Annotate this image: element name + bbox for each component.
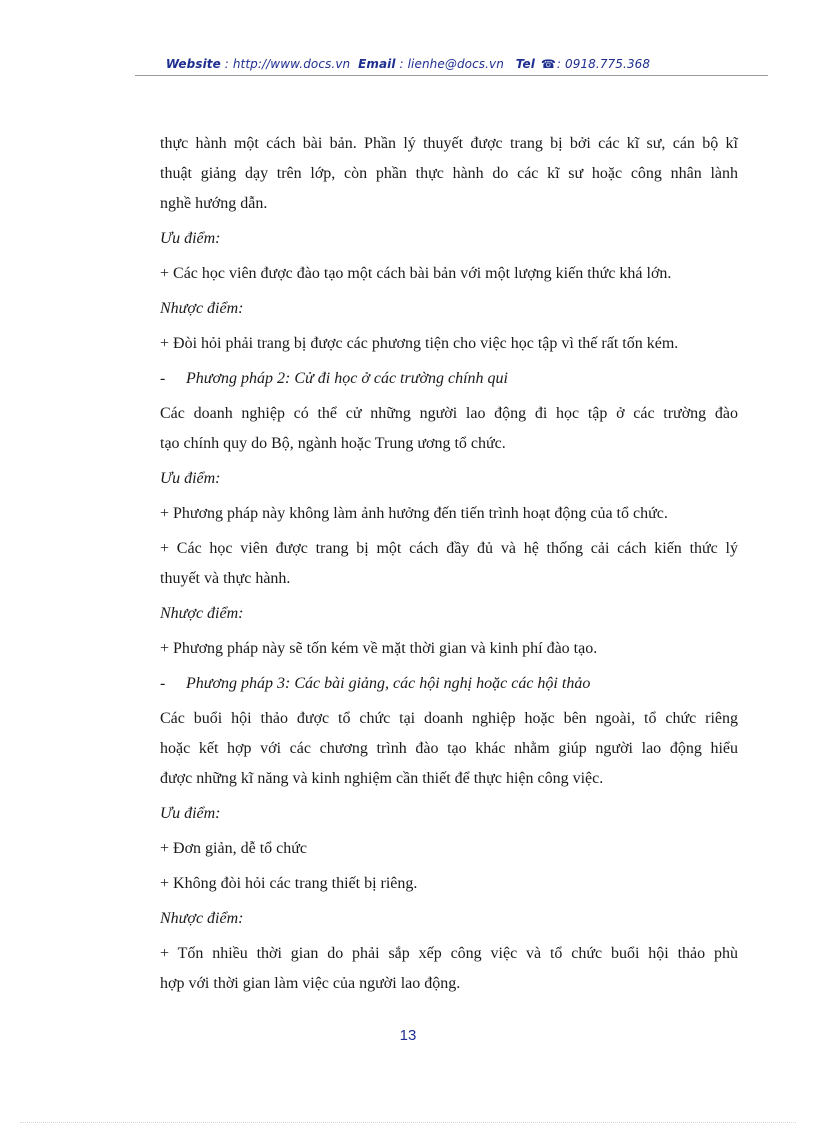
list-dash: - [160,675,166,692]
phone-icon: ☎ [540,57,556,71]
text-line: hoặc kết hợp với các chương trình đào tạo khác nhằm giúp người lao động hiểu [160,740,738,757]
paragraph-method3 [160,704,738,794]
document-body [160,129,738,999]
tel-number: 0918.775.368 [564,57,651,71]
disadvantage-item [160,939,738,999]
text-line: được những kĩ năng và kinh nghiệm cần thiết để thực hiện công việc. [160,770,604,787]
header-divider [135,75,768,76]
page-number: 13 [399,1027,417,1044]
advantage-item: + Các học viên được đào tạo một cách bài bản với một lượng kiến thức khá lớn. [160,265,672,282]
advantage-item: + Đơn giản, dễ tổ chức [160,840,308,857]
tel-separator: : [556,57,565,71]
website-url[interactable]: http://www.docs.vn [232,57,351,71]
email-address[interactable]: lienhe@docs.vn [407,57,504,71]
disadvantages-label: Nhược điểm: [160,605,244,622]
text-line: thực hành một cách bài bản. Phần lý thuyết được trang bị bởi các kĩ sư, cán bộ kĩ [160,135,738,152]
paragraph-method1-continuation [160,129,738,219]
text-line: Các doanh nghiệp có thể cử những người lao động đi học tập ở các trường đào [160,405,738,422]
website-separator: : [220,57,233,71]
advantage-item: + Phương pháp này không làm ảnh hưởng đến tiến trình hoạt động của tổ chức. [160,505,668,522]
text-line: nghề hướng dẫn. [160,195,268,212]
text-line: + Các học viên được trang bị một cách đầy đủ và hệ thống cải cách kiến thức lý [160,540,738,557]
email-label: Email [358,57,396,71]
advantage-item [160,534,738,594]
text-line: thuật giảng dạy trên lớp, còn phần thực hành do các kĩ sư hoặc công nhân lành [160,165,738,182]
disadvantages-label: Nhược điểm: [160,300,244,317]
page-header [0,57,816,71]
method-2-title: Phương pháp 2: Cử đi học ở các trường chính qui [186,370,508,387]
text-line: tạo chính quy do Bộ, ngành hoặc Trung ương tổ chức. [160,435,506,452]
paragraph-method2 [160,399,738,459]
list-dash: - [160,370,166,387]
method-3-heading [160,669,738,699]
text-line: thuyết và thực hành. [160,570,291,587]
disadvantage-item: + Đòi hỏi phải trang bị được các phương tiện cho việc học tập vì thế rất tốn kém. [160,335,679,352]
email-separator: : [395,57,408,71]
disadvantage-item: + Phương pháp này sẽ tốn kém về mặt thời gian và kinh phí đào tạo. [160,640,598,657]
text-line: + Tốn nhiều thời gian do phải sắp xếp công việc và tổ chức buổi hội thảo phù [160,945,738,962]
advantages-label: Ưu điểm: [160,470,221,487]
website-label: Website [165,57,221,71]
advantages-label: Ưu điểm: [160,230,221,247]
method-3-title: Phương pháp 3: Các bài giảng, các hội nghị hoặc các hội thảo [186,675,591,692]
tel-label: Tel [515,57,535,71]
method-2-heading [160,364,738,394]
text-line: Các buổi hội thảo được tổ chức tại doanh nghiệp hoặc bên ngoài, tổ chức riêng [160,710,738,727]
advantages-label: Ưu điểm: [160,805,221,822]
disadvantages-label: Nhược điểm: [160,910,244,927]
advantage-item: + Không đòi hỏi các trang thiết bị riêng. [160,875,418,892]
text-line: hợp với thời gian làm việc của người lao động. [160,975,461,992]
